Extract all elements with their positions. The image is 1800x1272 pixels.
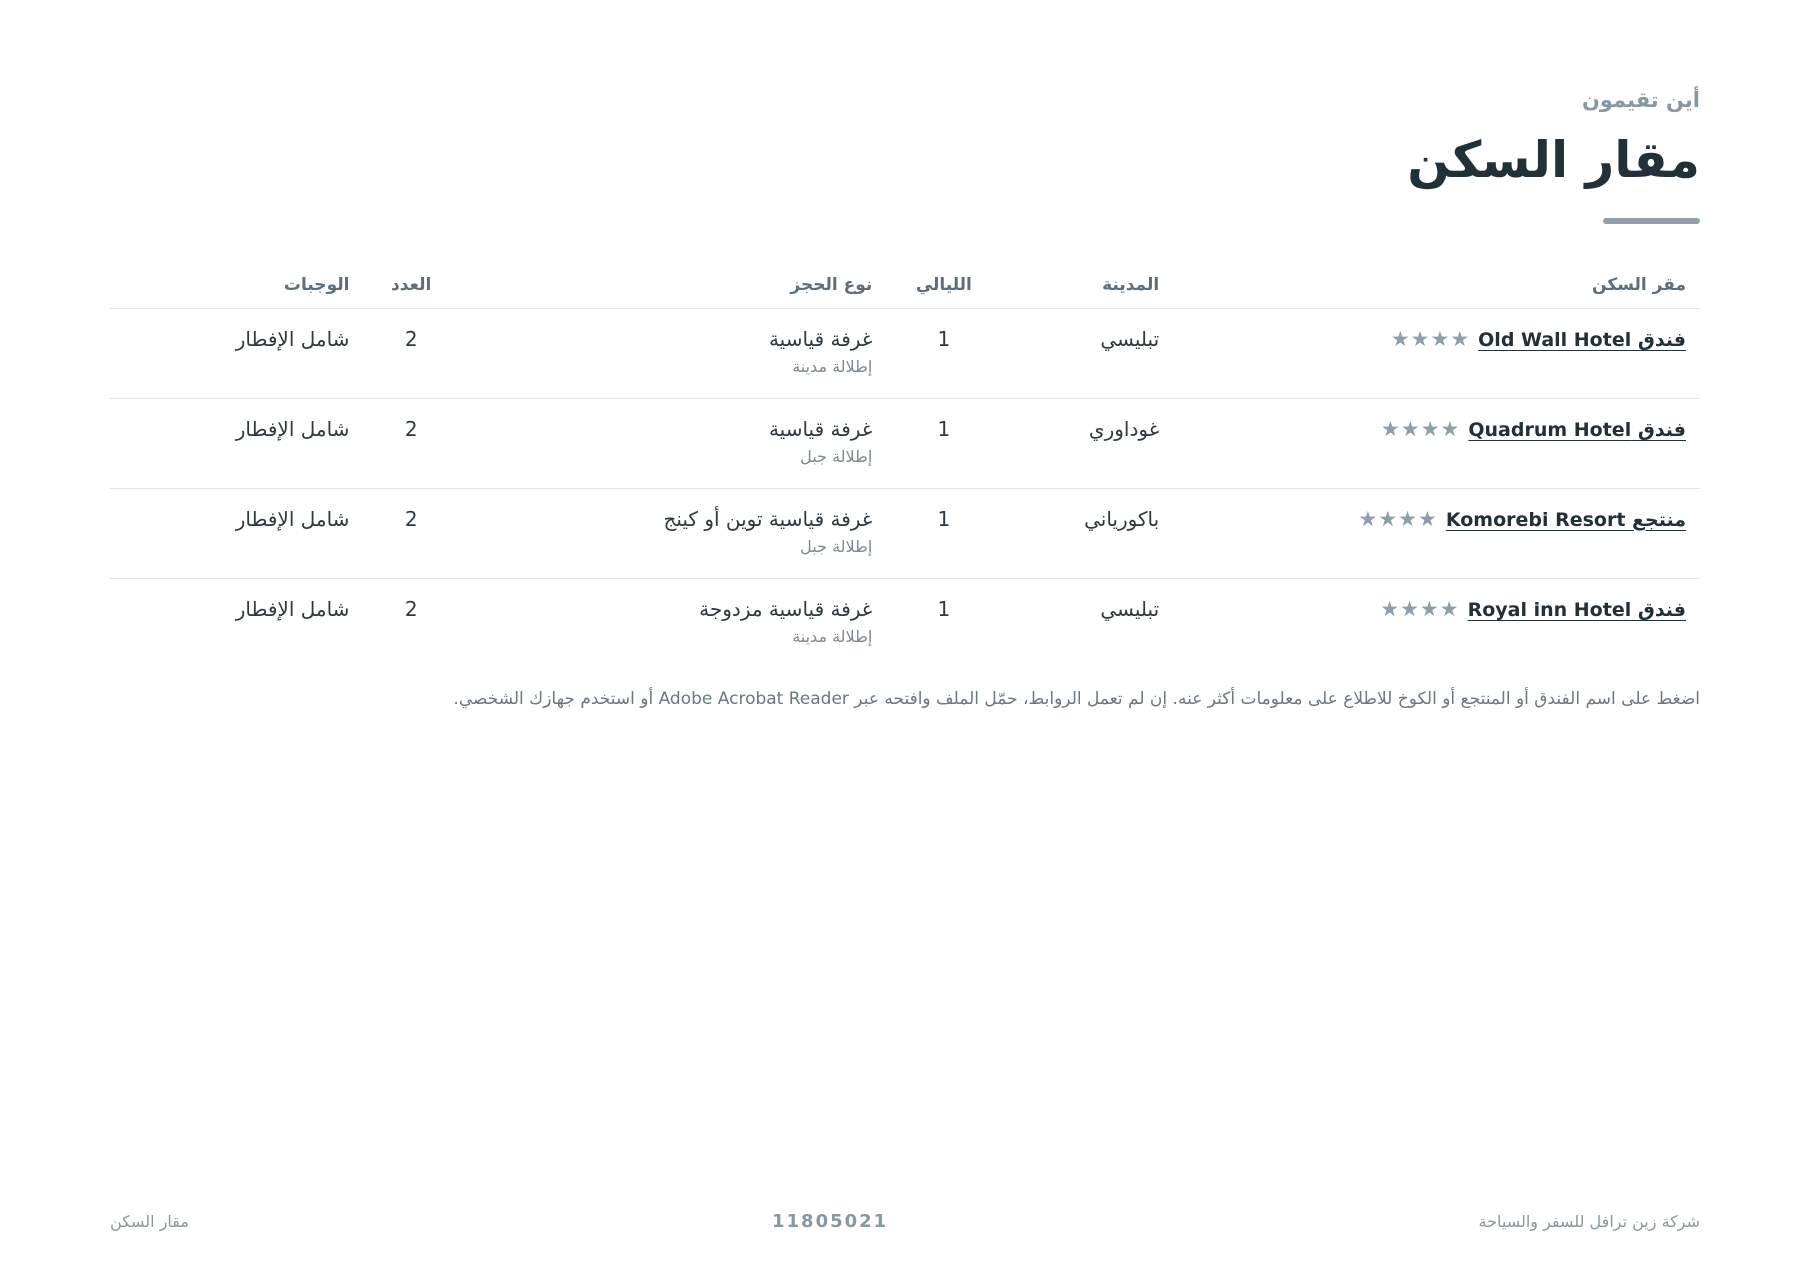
- nights-cell: 1: [937, 327, 951, 351]
- table-row: [110, 579, 1700, 669]
- hotel-link[interactable]: فندق Quadrum Hotel: [1468, 419, 1686, 441]
- room-view: إطلالة مدينة: [792, 627, 873, 646]
- meals-cell: شامل الإفطار: [235, 327, 350, 351]
- hotel-link[interactable]: منتجع Komorebi Resort: [1445, 509, 1686, 531]
- nights-cell: 1: [937, 417, 951, 441]
- count-cell: 2: [404, 417, 418, 441]
- footer-code: 11805021: [772, 1211, 889, 1232]
- count-cell: 2: [404, 507, 418, 531]
- table-row: [110, 489, 1700, 579]
- meals-cell: شامل الإفطار: [235, 597, 350, 621]
- column-header-nights: الليالي: [886, 262, 1001, 309]
- room-type: غرفة قياسية توين أو كينج: [663, 507, 873, 531]
- column-header-booking-type: نوع الحجز: [459, 262, 886, 309]
- city-cell: تبليسي: [1100, 597, 1160, 621]
- city-cell: تبليسي: [1100, 327, 1160, 351]
- document-page: [110, 0, 1700, 1272]
- page-title: مقار السكن: [1407, 131, 1700, 189]
- room-view: إطلالة مدينة: [792, 357, 873, 376]
- star-rating-icon: ★★★★: [1390, 327, 1471, 351]
- column-header-meals: الوجبات: [110, 262, 363, 309]
- room-view: إطلالة جبل: [800, 447, 873, 466]
- footer-company: شركة زين ترافل للسفر والسياحة: [1478, 1212, 1700, 1231]
- count-cell: 2: [404, 597, 418, 621]
- column-header-city: المدينة: [1001, 262, 1173, 309]
- footer-section: مقار السكن: [110, 1212, 189, 1231]
- nights-cell: 1: [937, 507, 951, 531]
- column-header-count: العدد: [363, 262, 459, 309]
- star-rating-icon: ★★★★: [1380, 597, 1460, 621]
- city-cell: باكورياني: [1084, 507, 1160, 531]
- city-cell: غوداوري: [1088, 417, 1160, 441]
- hotel-link[interactable]: فندق Royal inn Hotel: [1467, 599, 1686, 621]
- column-header-hotel: مقر السكن: [1173, 262, 1700, 309]
- room-type: غرفة قياسية: [768, 417, 873, 441]
- meals-cell: شامل الإفطار: [235, 417, 350, 441]
- star-rating-icon: ★★★★: [1358, 507, 1438, 531]
- title-underline: [1603, 218, 1700, 224]
- table-row: [110, 399, 1700, 489]
- links-note: اضغط على اسم الفندق أو المنتجع أو الكوخ للاطلاع على معلومات أكثر عنه. إن لم تعمل الروابط، حمّل الملف وافتحه عبر Adobe Acrobat Reader أو استخدم جهازك الشخصي.: [453, 689, 1700, 709]
- accommodation-table: [110, 262, 1700, 668]
- hotel-link[interactable]: فندق Old Wall Hotel: [1478, 329, 1686, 351]
- meals-cell: شامل الإفطار: [235, 507, 350, 531]
- count-cell: 2: [404, 327, 418, 351]
- room-type: غرفة قياسية: [768, 327, 873, 351]
- star-rating-icon: ★★★★: [1381, 417, 1461, 441]
- room-type: غرفة قياسية مزدوجة: [699, 597, 873, 621]
- nights-cell: 1: [937, 597, 951, 621]
- table-row: [110, 309, 1700, 399]
- room-view: إطلالة جبل: [800, 537, 873, 556]
- table-header-row: [110, 262, 1700, 309]
- section-eyebrow: أين تقيمون: [1581, 88, 1700, 112]
